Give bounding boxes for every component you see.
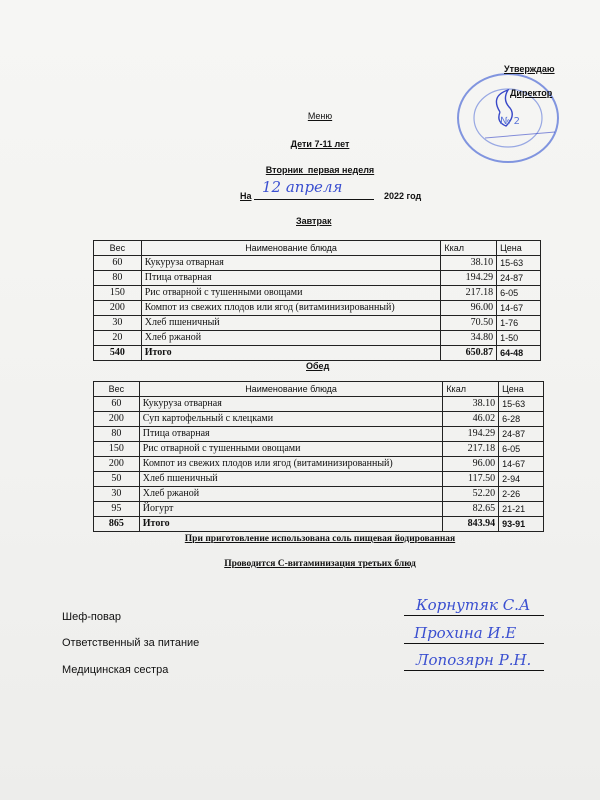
cell-kcal: 650.87 (441, 346, 497, 361)
cell-price: 24-87 (499, 427, 544, 442)
column-header-price: Цена (497, 241, 541, 256)
cell-price: 6-05 (497, 286, 541, 301)
cell-kcal: 34.80 (441, 331, 497, 346)
table-row (94, 316, 541, 331)
cell-weight: 80 (94, 271, 142, 286)
cell-price: 24-87 (497, 271, 541, 286)
table-row (94, 331, 541, 346)
signature-name-responsible: Прохина И.Е (414, 624, 517, 642)
breakfast-table (93, 240, 541, 361)
breakfast-title: Завтрак (296, 216, 332, 226)
cell-dish: Итого (141, 346, 441, 361)
cell-weight: 200 (94, 412, 140, 427)
cell-price: 1-76 (497, 316, 541, 331)
day-label: Вторник первая неделя (265, 165, 375, 175)
table-row (94, 472, 544, 487)
cell-price: 2-94 (499, 472, 544, 487)
svg-text:№ 2: № 2 (500, 116, 520, 127)
total-row (94, 517, 544, 532)
cell-weight: 80 (94, 427, 140, 442)
table-row (94, 427, 544, 442)
page-title: Меню (307, 111, 333, 121)
date-prefix: На (240, 191, 252, 201)
cell-kcal: 96.00 (443, 457, 499, 472)
table-row (94, 457, 544, 472)
cell-price: 93-91 (499, 517, 544, 532)
cell-dish: Рис отварной с тушенными овощами (141, 286, 441, 301)
cell-weight: 540 (94, 346, 142, 361)
total-row (94, 346, 541, 361)
table-row (94, 412, 544, 427)
signature-role-responsible: Ответственный за питание (62, 637, 200, 649)
table-row (94, 397, 544, 412)
cell-dish: Итого (139, 517, 443, 532)
round-stamp-icon (440, 68, 580, 178)
age-group: Дети 7-11 лет (290, 139, 350, 149)
cell-weight: 150 (94, 286, 142, 301)
cell-price: 21-21 (499, 502, 544, 517)
signature-line-nurse (404, 670, 544, 671)
cell-weight: 95 (94, 502, 140, 517)
cell-kcal: 194.29 (443, 427, 499, 442)
cell-kcal: 82.65 (443, 502, 499, 517)
column-header-weight: Вес (94, 382, 140, 397)
cell-dish: Хлеб пшеничный (139, 472, 443, 487)
date-handwritten: 12 апреля (262, 178, 343, 196)
cell-weight: 60 (94, 256, 142, 271)
cell-price: 64-48 (497, 346, 541, 361)
column-header-dish: Наименование блюда (139, 382, 443, 397)
column-header-kcal: Ккал (441, 241, 497, 256)
cell-dish: Компот из свежих плодов или ягод (витаминизированный) (139, 457, 443, 472)
table-row (94, 271, 541, 286)
director-label: Директор (510, 88, 553, 98)
cell-weight: 50 (94, 472, 140, 487)
table-row (94, 442, 544, 457)
cell-kcal: 194.29 (441, 271, 497, 286)
cell-price: 2-26 (499, 487, 544, 502)
cell-kcal: 38.10 (443, 397, 499, 412)
cell-price: 15-63 (497, 256, 541, 271)
cell-dish: Рис отварной с тушенными овощами (139, 442, 443, 457)
column-header-kcal: Ккал (443, 382, 499, 397)
cell-price: 6-05 (499, 442, 544, 457)
cell-dish: Кукуруза отварная (139, 397, 443, 412)
cell-price: 15-63 (499, 397, 544, 412)
table-row (94, 487, 544, 502)
cell-kcal: 46.02 (443, 412, 499, 427)
cell-dish: Хлеб пшеничный (141, 316, 441, 331)
cell-price: 6-28 (499, 412, 544, 427)
cell-weight: 60 (94, 397, 140, 412)
signature-role-chef: Шеф-повар (62, 611, 121, 623)
cell-kcal: 38.10 (441, 256, 497, 271)
column-header-price: Цена (499, 382, 544, 397)
cell-price: 14-67 (499, 457, 544, 472)
table-row (94, 286, 541, 301)
cell-price: 1-50 (497, 331, 541, 346)
cell-dish: Йогурт (139, 502, 443, 517)
date-underline (254, 199, 374, 200)
table-row (94, 502, 544, 517)
salt-note: При приготовление использована соль пищевая йодированная (184, 534, 456, 544)
cell-weight: 865 (94, 517, 140, 532)
column-header-dish: Наименование блюда (141, 241, 441, 256)
cell-dish: Птица отварная (139, 427, 443, 442)
cell-weight: 200 (94, 301, 142, 316)
cell-dish: Птица отварная (141, 271, 441, 286)
cell-kcal: 843.94 (443, 517, 499, 532)
cell-weight: 30 (94, 487, 140, 502)
signature-role-nurse: Медицинская сестра (62, 664, 169, 676)
cell-kcal: 217.18 (443, 442, 499, 457)
cell-kcal: 117.50 (443, 472, 499, 487)
breakfast-rows (94, 256, 541, 361)
approve-label: Утверждаю (504, 64, 555, 74)
cell-kcal: 217.18 (441, 286, 497, 301)
table-row (94, 256, 541, 271)
cell-dish: Суп картофельный с клецками (139, 412, 443, 427)
cell-weight: 150 (94, 442, 140, 457)
signature-line-chef (404, 615, 544, 616)
vitamin-note: Проводится С-витаминизация третьих блюд (224, 559, 416, 569)
table-row (94, 301, 541, 316)
lunch-rows (94, 397, 544, 532)
cell-price: 14-67 (497, 301, 541, 316)
cell-weight: 200 (94, 457, 140, 472)
cell-kcal: 52.20 (443, 487, 499, 502)
date-year: 2022 год (384, 191, 422, 201)
cell-dish: Компот из свежих плодов или ягод (витаминизированный) (141, 301, 441, 316)
cell-kcal: 96.00 (441, 301, 497, 316)
signature-name-nurse: Лопозярн Р.Н. (416, 651, 532, 669)
cell-kcal: 70.50 (441, 316, 497, 331)
signature-name-chef: Корнутяк С.А (416, 596, 531, 614)
signature-line-responsible (404, 643, 544, 644)
lunch-table (93, 381, 544, 532)
lunch-title: Обед (306, 361, 330, 371)
cell-dish: Хлеб ржаной (141, 331, 441, 346)
cell-dish: Кукуруза отварная (141, 256, 441, 271)
cell-dish: Хлеб ржаной (139, 487, 443, 502)
cell-weight: 30 (94, 316, 142, 331)
column-header-weight: Вес (94, 241, 142, 256)
cell-weight: 20 (94, 331, 142, 346)
